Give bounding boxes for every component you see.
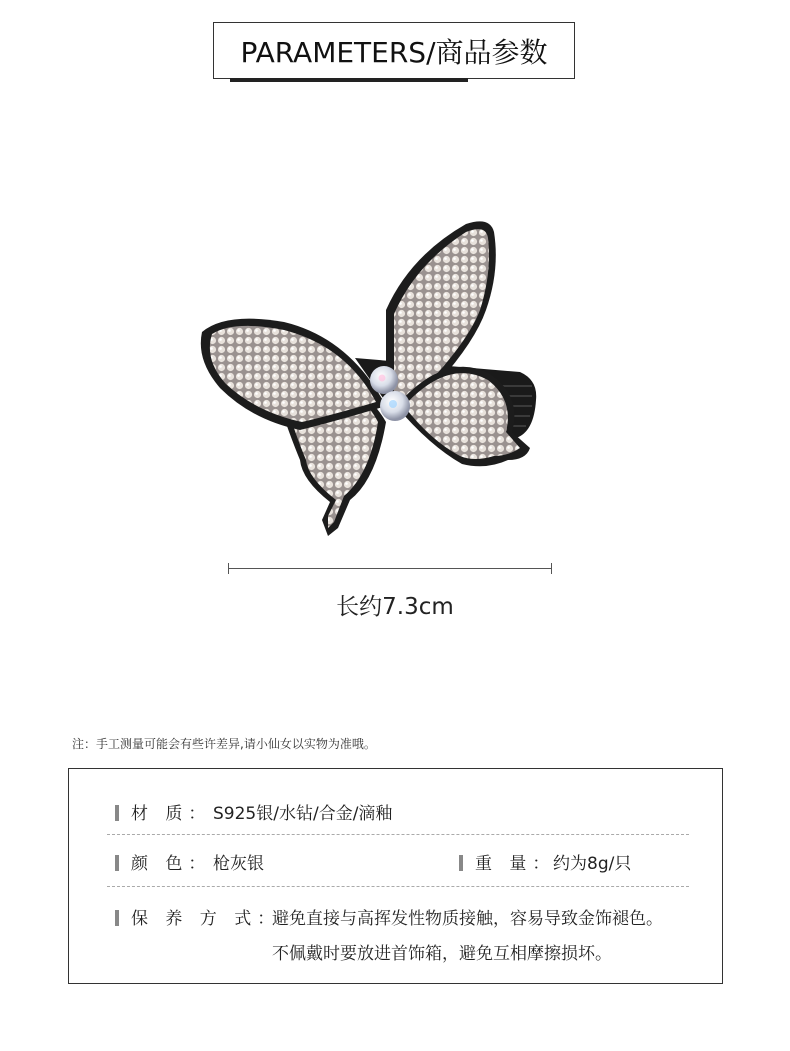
title-box xyxy=(213,22,575,79)
measurement-tick-right xyxy=(551,563,552,574)
color-value: 枪灰银 xyxy=(213,854,264,874)
weight-value: 约为8g/只 xyxy=(553,854,632,874)
material-label: 材 质： xyxy=(131,804,212,824)
spec-table xyxy=(68,768,723,984)
measurement-label: 长约7.3cm xyxy=(336,594,454,620)
title-underline xyxy=(230,78,468,82)
measurement-line xyxy=(228,568,552,569)
page-title: PARAMETERS/商品参数 xyxy=(240,35,548,69)
care-label: 保 养 方 式： xyxy=(131,909,281,929)
weight-label: 重 量： xyxy=(475,854,556,874)
product-image xyxy=(190,210,570,550)
butterfly-clip-illustration xyxy=(190,210,570,550)
care-line-2: 不佩戴时要放进首饰箱，避免互相摩擦损坏。 xyxy=(272,944,612,964)
material-value: S925银/水钻/合金/滴釉 xyxy=(213,804,393,824)
bullet-bar xyxy=(115,910,119,926)
bullet-bar xyxy=(115,855,119,871)
measurement-tick-left xyxy=(228,563,229,574)
bullet-bar xyxy=(459,855,463,871)
bullet-bar xyxy=(115,805,119,821)
divider xyxy=(107,834,689,835)
divider xyxy=(107,886,689,887)
care-line-1: 避免直接与高挥发性物质接触，容易导致金饰褪色。 xyxy=(272,909,663,929)
measurement-note: 注：手工测量可能会有些许差异,请小仙女以实物为准哦。 xyxy=(72,737,376,751)
color-label: 颜 色： xyxy=(131,854,212,874)
